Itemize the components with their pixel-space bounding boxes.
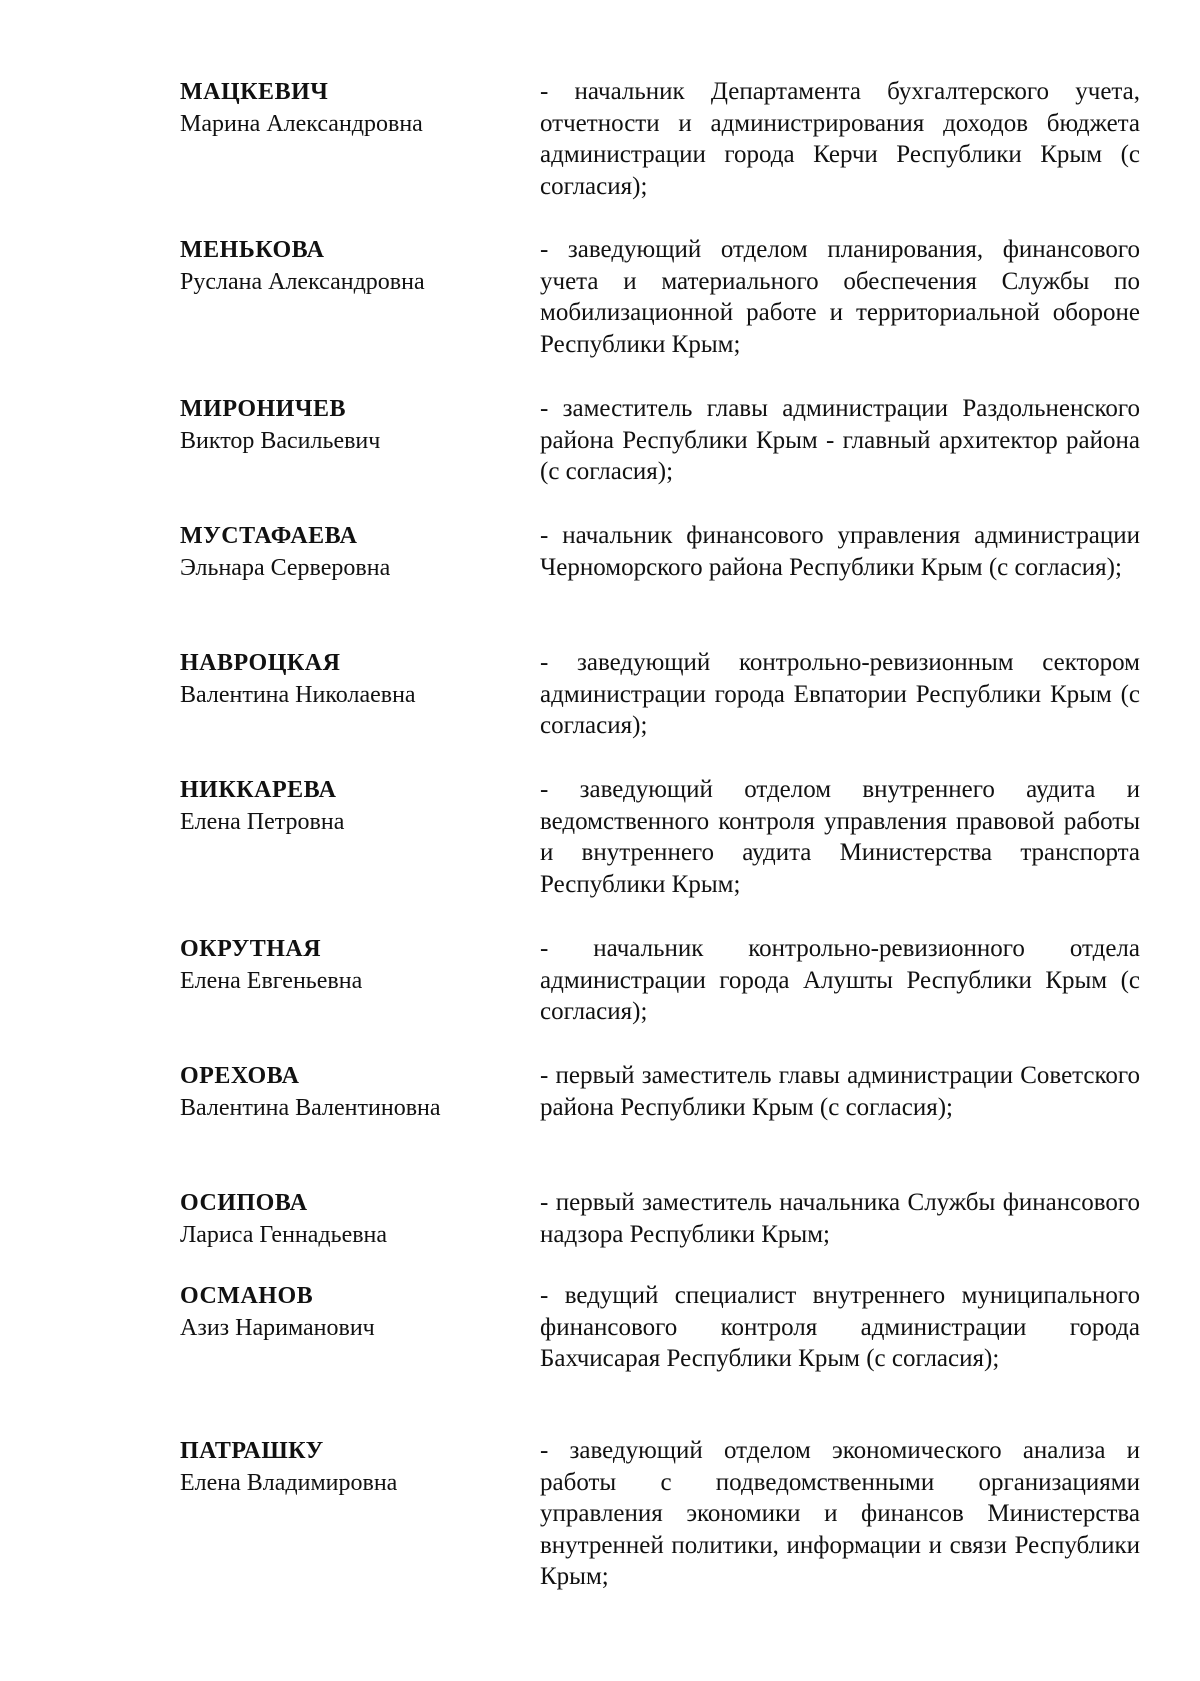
member-surname: ОРЕХОВА: [180, 1063, 300, 1089]
member-entry: [180, 774, 1140, 933]
member-given-names: Азиз Нариманович: [180, 1315, 375, 1341]
member-surname: НИККАРЕВА: [180, 777, 337, 803]
member-person: [180, 933, 540, 997]
member-surname: МИРОНИЧЕВ: [180, 396, 346, 422]
member-role: - ведущий специалист внутреннего муниципального финансового контроля администрации города Бахчисарая Республики Крым (с согласия);: [540, 1282, 1140, 1372]
member-surname: ОСИПОВА: [180, 1190, 308, 1216]
member-given-names: Лариса Геннадьевна: [180, 1222, 388, 1248]
member-entry: [180, 520, 1140, 647]
member-surname: МЕНЬКОВА: [180, 237, 325, 263]
member-given-names: Марина Александровна: [180, 111, 423, 137]
member-entry: [180, 1187, 1140, 1280]
member-given-names: Валентина Николаевна: [180, 682, 416, 708]
member-given-names: Елена Владимировна: [180, 1470, 398, 1496]
member-entry: [180, 234, 1140, 393]
member-list: [180, 76, 1140, 1593]
member-entry: [180, 933, 1140, 1060]
member-given-names: Елена Евгеньевна: [180, 968, 363, 994]
member-role: - начальник контрольно-ревизионного отдела администрации города Алушты Республики Крым (с согласия);: [540, 935, 1140, 1025]
member-surname: МАЦКЕВИЧ: [180, 79, 329, 105]
member-role: - заведующий отделом планирования, финансового учета и материального обеспечения Службы по мобилизационной работе и территориальной обороне Республики Крым;: [540, 236, 1140, 358]
member-person: [180, 1280, 540, 1344]
member-role: - первый заместитель главы администрации Советского района Республики Крым (с согласия);: [540, 1062, 1140, 1121]
member-entry: [180, 393, 1140, 520]
member-role: - заведующий контрольно-ревизионным сектором администрации города Евпатории Республики Крым (с согласия);: [540, 649, 1140, 739]
member-given-names: Виктор Васильевич: [180, 428, 381, 454]
member-person: [180, 393, 540, 457]
member-given-names: Елена Петровна: [180, 809, 345, 835]
member-role: - начальник Департамента бухгалтерского учета, отчетности и администрирования доходов бюджета администрации города Керчи Республики Крым (с согласия);: [540, 78, 1140, 200]
member-person: [180, 1060, 540, 1124]
member-given-names: Эльнара Серверовна: [180, 555, 391, 581]
member-entry: [180, 76, 1140, 234]
member-surname: ОКРУТНАЯ: [180, 936, 322, 962]
member-entry: [180, 1435, 1140, 1593]
member-person: [180, 76, 540, 140]
member-person: [180, 520, 540, 584]
member-surname: ПАТРАШКУ: [180, 1438, 324, 1464]
member-role: - заведующий отделом экономического анализа и работы с подведомственными организациями управления экономики и финансов Министерства внутренней политики, информации и связи Республики Крым;: [540, 1437, 1140, 1590]
member-person: [180, 647, 540, 711]
member-given-names: Руслана Александровна: [180, 269, 425, 295]
member-role: - начальник финансового управления администрации Черноморского района Республики Крым (с согласия);: [540, 522, 1140, 581]
member-person: [180, 1435, 540, 1499]
member-role: - первый заместитель начальника Службы финансового надзора Республики Крым;: [540, 1189, 1140, 1248]
member-person: [180, 1187, 540, 1251]
member-given-names: Валентина Валентиновна: [180, 1095, 441, 1121]
member-surname: МУСТАФАЕВА: [180, 523, 358, 549]
member-person: [180, 774, 540, 838]
member-entry: [180, 1280, 1140, 1435]
member-entry: [180, 1060, 1140, 1187]
member-person: [180, 234, 540, 298]
member-surname: ОСМАНОВ: [180, 1283, 314, 1309]
member-role: - заведующий отделом внутреннего аудита и ведомственного контроля управления правовой работы и внутреннего аудита Министерства транспорта Республики Крым;: [540, 776, 1140, 898]
member-role: - заместитель главы администрации Раздольненского района Республики Крым - главный архитектор района (с согласия);: [540, 395, 1140, 485]
member-entry: [180, 647, 1140, 774]
member-surname: НАВРОЦКАЯ: [180, 650, 341, 676]
